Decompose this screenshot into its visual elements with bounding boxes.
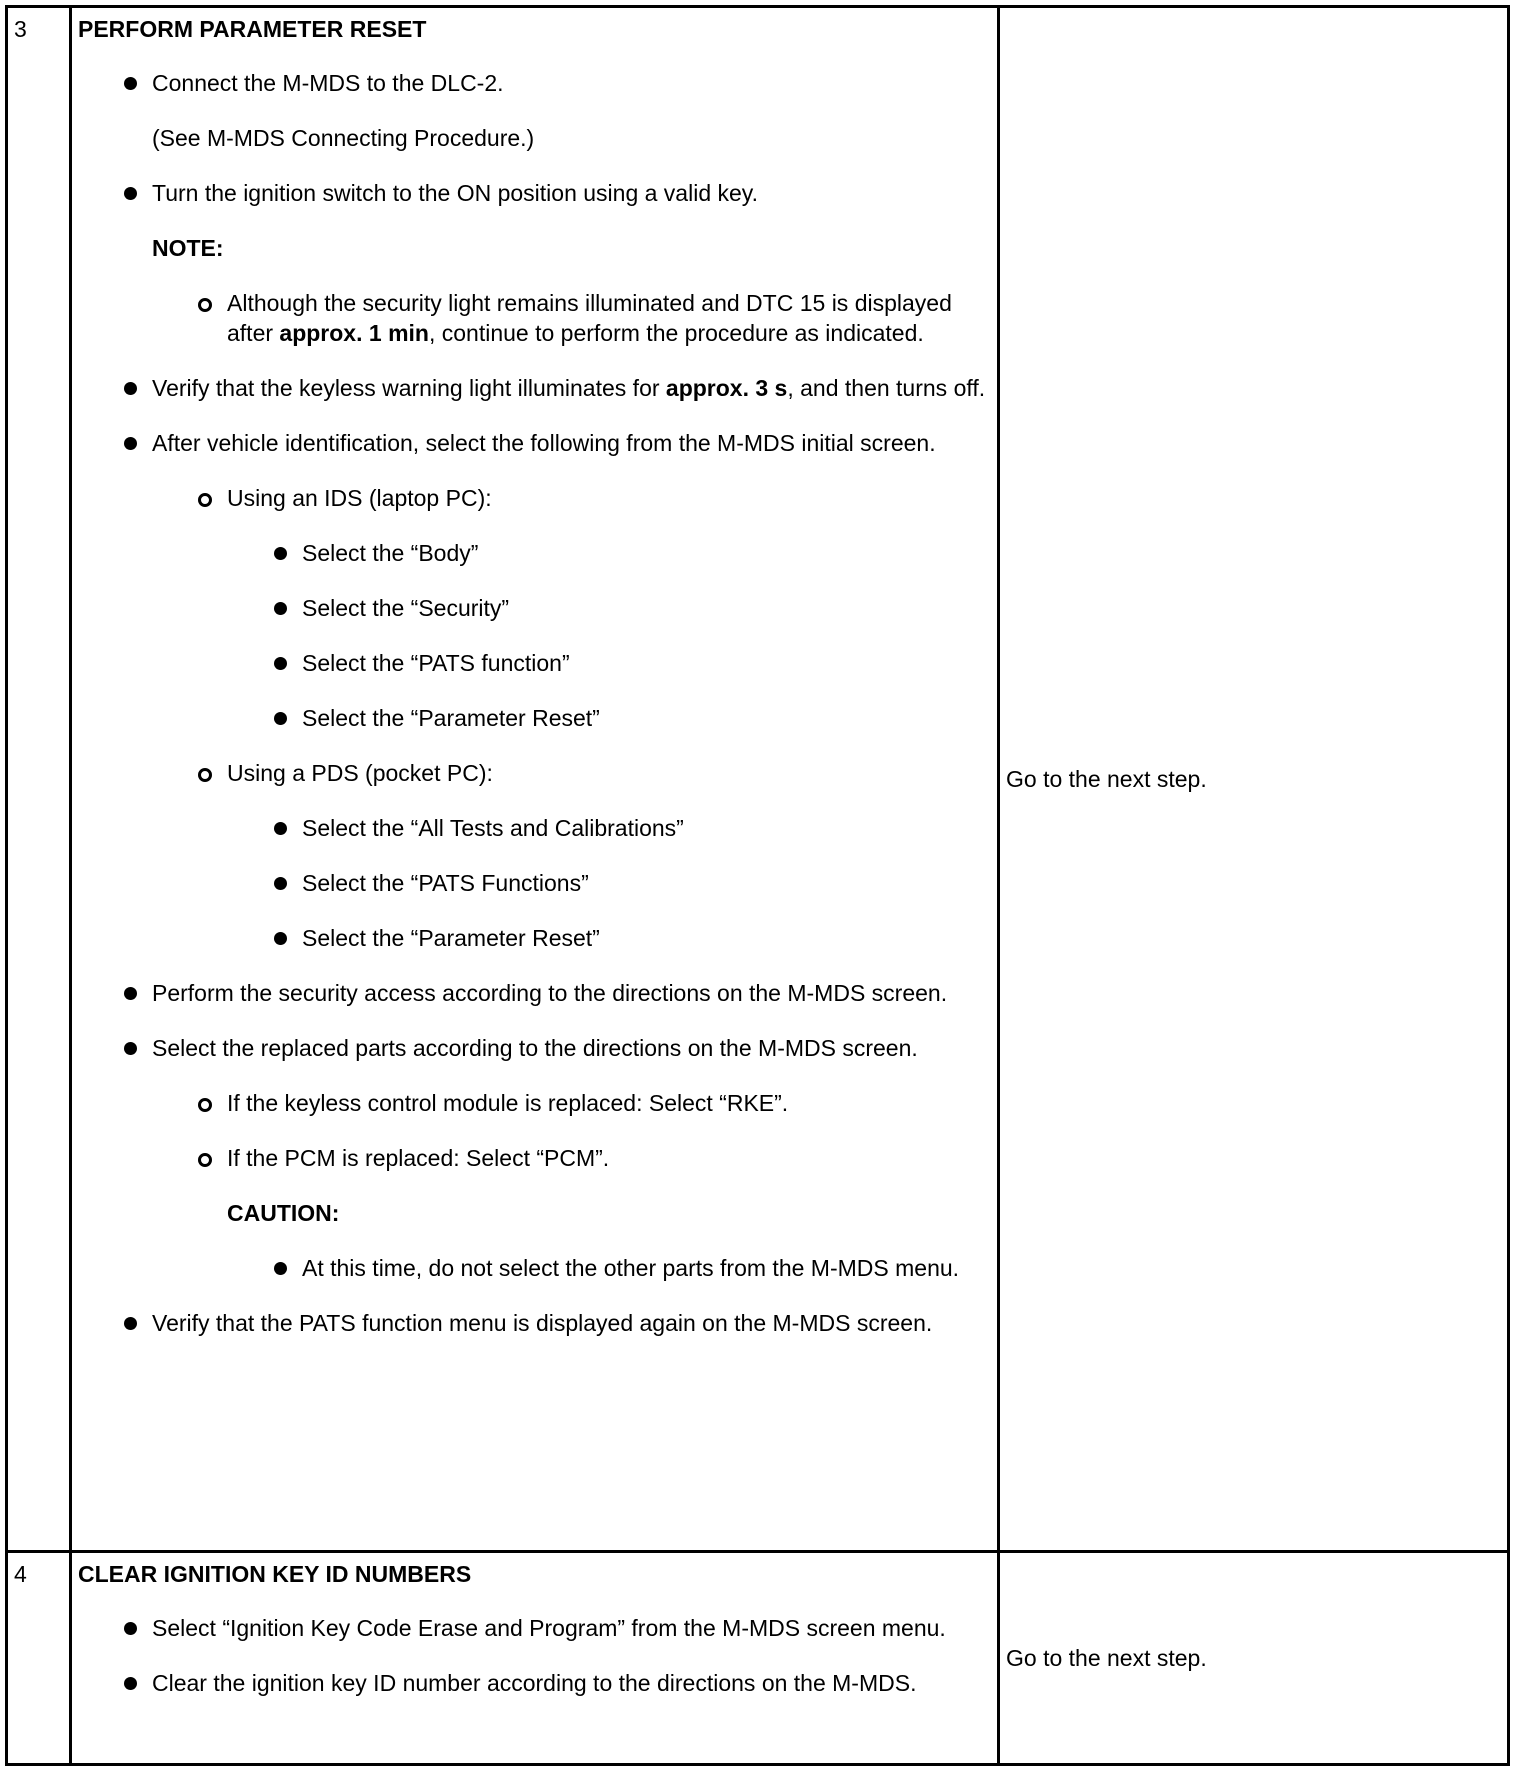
- list-item: If the PCM is replaced: Select “PCM”.: [78, 1143, 989, 1173]
- bullet-icon: [274, 877, 287, 890]
- list-item: Select the “PATS function”: [78, 648, 989, 678]
- list-item: Clear the ignition key ID number according to the directions on the M-MDS.: [78, 1668, 989, 1698]
- list-item: Select the “Parameter Reset”: [78, 923, 989, 953]
- list-item: Select “Ignition Key Code Erase and Program” from the M-MDS screen menu.: [78, 1613, 989, 1643]
- list-item: Using a PDS (pocket PC):: [78, 758, 989, 788]
- step-number: 4: [7, 1552, 71, 1765]
- bullet-icon: [124, 987, 137, 1000]
- list-item: After vehicle identification, select the following from the M-MDS initial screen.: [78, 428, 989, 458]
- circle-bullet-icon: [198, 1098, 212, 1112]
- result-cell: Go to the next step.: [999, 1552, 1509, 1765]
- list-item: Select the “All Tests and Calibrations”: [78, 813, 989, 843]
- circle-bullet-icon: [198, 298, 212, 312]
- bullet-icon: [274, 932, 287, 945]
- bullet-icon: [274, 602, 287, 615]
- table-row: [7, 7, 1509, 1552]
- step-number: 3: [7, 7, 71, 1552]
- list-item: Connect the M-MDS to the DLC-2.: [78, 68, 989, 98]
- bullet-icon: [124, 1622, 137, 1635]
- list-item: Select the replaced parts according to the directions on the M-MDS screen.: [78, 1033, 989, 1063]
- bullet-icon: [274, 1262, 287, 1275]
- list-item: Although the security light remains illuminated and DTC 15 is displayed after approx. 1 min, continue to perform the procedure as indicated.: [78, 288, 989, 348]
- bullet-icon: [274, 712, 287, 725]
- list-item: Select the “Body”: [78, 538, 989, 568]
- circle-bullet-icon: [198, 1153, 212, 1167]
- bullet-icon: [124, 1042, 137, 1055]
- bullet-icon: [124, 1317, 137, 1330]
- list-item: Using an IDS (laptop PC):: [78, 483, 989, 513]
- action-cell: [71, 1552, 999, 1765]
- procedure-table: [5, 5, 1510, 1766]
- bullet-icon: [274, 822, 287, 835]
- bullet-icon: [124, 437, 137, 450]
- step-title: PERFORM PARAMETER RESET: [78, 16, 427, 42]
- circle-bullet-icon: [198, 768, 212, 782]
- list-item: Verify that the keyless warning light illuminates for approx. 3 s, and then turns off.: [78, 373, 989, 403]
- note-label: NOTE:: [152, 235, 224, 261]
- list-item: Select the “Security”: [78, 593, 989, 623]
- list-item: (See M-MDS Connecting Procedure.): [152, 125, 535, 151]
- bullet-icon: [124, 1677, 137, 1690]
- list-item: Verify that the PATS function menu is displayed again on the M-MDS screen.: [78, 1308, 989, 1338]
- circle-bullet-icon: [198, 493, 212, 507]
- list-item: Turn the ignition switch to the ON position using a valid key.: [78, 178, 989, 208]
- result-cell: Go to the next step.: [999, 7, 1509, 1552]
- list-item: Select the “Parameter Reset”: [78, 703, 989, 733]
- list-item: At this time, do not select the other parts from the M-MDS menu.: [78, 1253, 989, 1283]
- bullet-icon: [274, 547, 287, 560]
- list-item: Perform the security access according to the directions on the M-MDS screen.: [78, 978, 989, 1008]
- bullet-icon: [124, 382, 137, 395]
- list-item: Select the “PATS Functions”: [78, 868, 989, 898]
- list-item: If the keyless control module is replaced: Select “RKE”.: [78, 1088, 989, 1118]
- bullet-icon: [124, 77, 137, 90]
- caution-label: CAUTION:: [227, 1200, 340, 1226]
- step-title: CLEAR IGNITION KEY ID NUMBERS: [78, 1561, 472, 1587]
- table-row: [7, 1552, 1509, 1765]
- bullet-icon: [274, 657, 287, 670]
- action-cell: [71, 7, 999, 1552]
- bullet-icon: [124, 187, 137, 200]
